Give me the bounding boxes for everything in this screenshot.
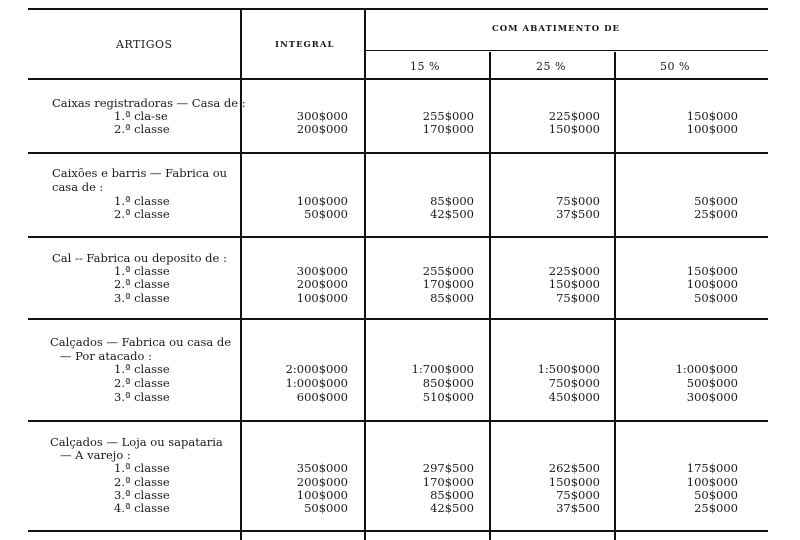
cell-50: 300$000 bbox=[686, 390, 738, 404]
cell-25: 150$000 bbox=[548, 277, 600, 291]
cell-15: 85$000 bbox=[430, 291, 474, 305]
cell-integral: 350$000 bbox=[296, 461, 348, 475]
cell-50: 100$000 bbox=[686, 277, 738, 291]
row-label: 2.ª classe bbox=[114, 376, 170, 390]
section-title: Caixas registradoras — Casa de : bbox=[52, 96, 246, 110]
cell-25: 450$000 bbox=[548, 390, 600, 404]
row-label: 1.ª classe bbox=[114, 194, 170, 208]
cell-15: 85$000 bbox=[430, 488, 474, 502]
cell-50: 50$000 bbox=[694, 488, 738, 502]
cell-15: 255$000 bbox=[422, 264, 474, 278]
section-separator bbox=[28, 530, 768, 532]
col-divider-15 bbox=[489, 52, 491, 540]
section-title: Caixões e barris — Fabrica ou bbox=[52, 166, 228, 180]
section-separator bbox=[28, 236, 768, 238]
row-label: 3.ª classe bbox=[114, 291, 170, 305]
col-divider-25 bbox=[614, 52, 616, 540]
cell-integral: 300$000 bbox=[296, 109, 348, 123]
cell-50: 1:000$000 bbox=[675, 362, 738, 376]
cell-15: 85$000 bbox=[430, 194, 474, 208]
abatimento-subheader-border bbox=[366, 50, 768, 51]
row-label: 3.ª classe bbox=[114, 390, 170, 404]
cell-50: 150$000 bbox=[686, 109, 738, 123]
cell-15: 170$000 bbox=[422, 475, 474, 489]
cell-integral: 2:000$000 bbox=[285, 362, 348, 376]
col-divider-integral bbox=[364, 8, 366, 540]
cell-integral: 50$000 bbox=[304, 207, 348, 221]
header-50: 50 % bbox=[660, 60, 690, 73]
header-artigos: ARTIGOS bbox=[116, 38, 173, 51]
row-label: 1.ª classe bbox=[114, 461, 170, 475]
cell-integral: 300$000 bbox=[296, 264, 348, 278]
section-title: Cal -- Fabrica ou deposito de : bbox=[52, 251, 227, 265]
cell-50: 25$000 bbox=[694, 207, 738, 221]
cell-15: 42$500 bbox=[430, 501, 474, 515]
section-title: — Por atacado : bbox=[60, 349, 152, 363]
section-separator bbox=[28, 318, 768, 320]
cell-integral: 100$000 bbox=[296, 291, 348, 305]
col-divider-artigos bbox=[240, 8, 242, 540]
row-label: 1.ª classe bbox=[114, 362, 170, 376]
cell-15: 510$000 bbox=[422, 390, 474, 404]
header-15: 15 % bbox=[410, 60, 440, 73]
cell-25: 225$000 bbox=[548, 109, 600, 123]
cell-50: 500$000 bbox=[686, 376, 738, 390]
section-title: Calçados — Fabrica ou casa de bbox=[50, 335, 232, 349]
cell-integral: 200$000 bbox=[296, 122, 348, 136]
row-label: 2.ª classe bbox=[114, 122, 170, 136]
cell-15: 170$000 bbox=[422, 277, 474, 291]
section-separator bbox=[28, 420, 768, 422]
cell-integral: 600$000 bbox=[296, 390, 348, 404]
cell-integral: 100$000 bbox=[296, 194, 348, 208]
cell-50: 25$000 bbox=[694, 501, 738, 515]
header-com-abatimento: COM ABATIMENTO DE bbox=[492, 24, 620, 34]
cell-15: 170$000 bbox=[422, 122, 474, 136]
cell-25: 150$000 bbox=[548, 122, 600, 136]
row-label: 2.ª classe bbox=[114, 277, 170, 291]
cell-50: 175$000 bbox=[686, 461, 738, 475]
row-label: 1.ª classe bbox=[114, 264, 170, 278]
cell-integral: 50$000 bbox=[304, 501, 348, 515]
cell-50: 150$000 bbox=[686, 264, 738, 278]
row-label: 3.ª classe bbox=[114, 488, 170, 502]
cell-50: 50$000 bbox=[694, 194, 738, 208]
header-integral: INTEGRAL bbox=[275, 40, 335, 50]
section-title: Calçados — Loja ou sapataria bbox=[50, 435, 223, 449]
cell-25: 750$000 bbox=[548, 376, 600, 390]
cell-50: 100$000 bbox=[686, 122, 738, 136]
cell-15: 42$500 bbox=[430, 207, 474, 221]
row-label: 2.ª classe bbox=[114, 207, 170, 221]
table-top-border bbox=[28, 8, 768, 10]
cell-integral: 1:000$000 bbox=[285, 376, 348, 390]
header-25: 25 % bbox=[536, 60, 566, 73]
cell-50: 50$000 bbox=[694, 291, 738, 305]
header-bottom-border bbox=[28, 78, 768, 80]
cell-50: 100$000 bbox=[686, 475, 738, 489]
cell-25: 37$500 bbox=[556, 501, 600, 515]
cell-15: 850$000 bbox=[422, 376, 474, 390]
cell-15: 255$000 bbox=[422, 109, 474, 123]
section-separator bbox=[28, 152, 768, 154]
section-title: casa de : bbox=[52, 180, 104, 194]
cell-25: 1:500$000 bbox=[537, 362, 600, 376]
cell-15: 297$500 bbox=[422, 461, 474, 475]
row-label: 1.ª cla-se bbox=[114, 109, 168, 123]
cell-25: 225$000 bbox=[548, 264, 600, 278]
cell-25: 75$000 bbox=[556, 488, 600, 502]
row-label: 4.ª classe bbox=[114, 501, 170, 515]
cell-integral: 200$000 bbox=[296, 277, 348, 291]
cell-integral: 200$000 bbox=[296, 475, 348, 489]
cell-25: 150$000 bbox=[548, 475, 600, 489]
section-title: — A varejo : bbox=[60, 448, 131, 462]
cell-25: 75$000 bbox=[556, 291, 600, 305]
cell-25: 262$500 bbox=[548, 461, 600, 475]
cell-25: 75$000 bbox=[556, 194, 600, 208]
row-label: 2.ª classe bbox=[114, 475, 170, 489]
cell-15: 1:700$000 bbox=[411, 362, 474, 376]
cell-integral: 100$000 bbox=[296, 488, 348, 502]
cell-25: 37$500 bbox=[556, 207, 600, 221]
